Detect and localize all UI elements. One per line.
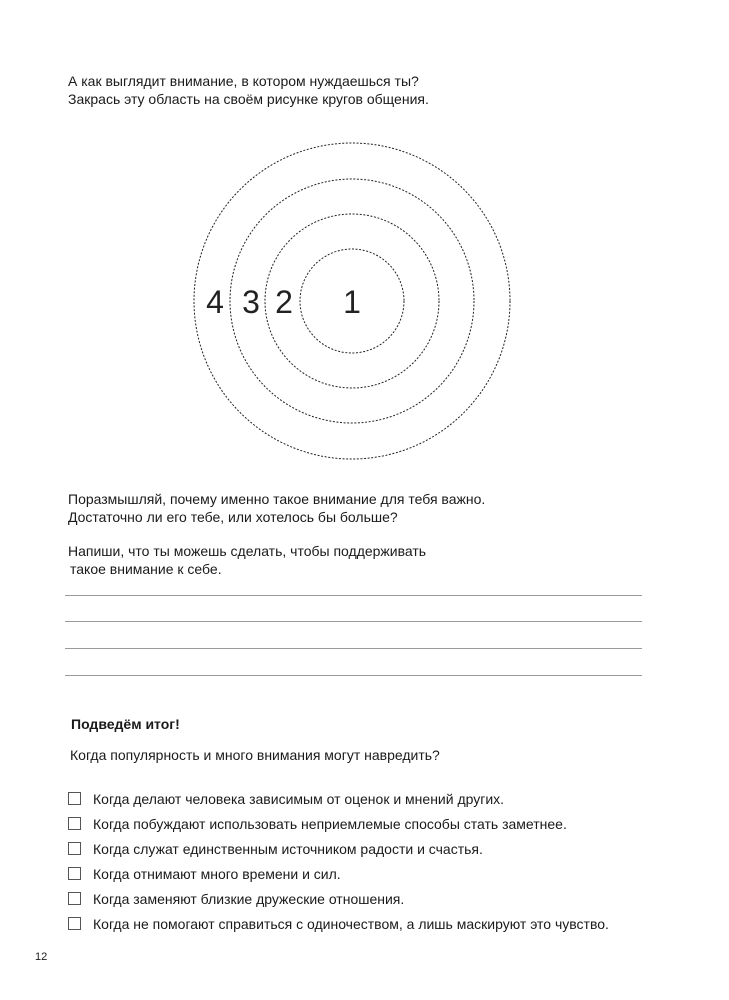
option-checkbox[interactable] <box>68 892 81 905</box>
answer-line[interactable] <box>65 621 642 622</box>
option-item <box>68 836 609 861</box>
option-checkbox[interactable] <box>68 792 81 805</box>
option-checkbox[interactable] <box>68 842 81 855</box>
option-label: Когда делают человека зависимым от оценок и мнений других. <box>93 790 505 807</box>
write-line-1: Напиши, что ты можешь сделать, чтобы поддерживать <box>68 543 427 559</box>
circle-ring-1 <box>300 249 404 353</box>
answer-line[interactable] <box>65 648 642 649</box>
summary-title: Подведём итог! <box>71 716 180 732</box>
option-item <box>68 786 609 811</box>
option-checkbox[interactable] <box>68 867 81 880</box>
option-checkbox[interactable] <box>68 817 81 830</box>
option-checkbox[interactable] <box>68 917 81 930</box>
writing-prompt <box>68 542 426 578</box>
answer-line[interactable] <box>65 675 642 676</box>
option-label: Когда побуждают использовать неприемлемые способы стать заметнее. <box>93 815 567 832</box>
option-item <box>68 911 609 936</box>
circle-label-3: 3 <box>242 284 260 320</box>
option-label: Когда не помогают справиться с одиночеством, а лишь маскируют это чувство. <box>93 915 609 932</box>
option-label: Когда служат единственным источником радости и счастья. <box>93 840 483 857</box>
option-label: Когда отнимают много времени и сил. <box>93 865 341 882</box>
circle-label-1: 1 <box>343 284 361 320</box>
circle-ring-4 <box>194 143 510 459</box>
circle-ring-2 <box>265 214 439 388</box>
option-label: Когда заменяют близкие дружеские отношения. <box>93 890 405 907</box>
option-item <box>68 886 609 911</box>
reflection-text <box>68 490 485 526</box>
circle-label-2: 2 <box>275 284 293 320</box>
reflect-line-1: Поразмышляй, почему именно такое внимание для тебя важно. <box>68 491 486 507</box>
intro-line-1: А как выглядит внимание, в котором нуждаешься ты? <box>68 73 419 89</box>
circle-label-4: 4 <box>206 284 224 320</box>
option-item <box>68 811 609 836</box>
write-line-2: такое внимание к себе. <box>70 561 222 577</box>
options-list <box>68 786 609 936</box>
circle-ring-3 <box>230 179 474 423</box>
reflect-line-2: Достаточно ли его тебе, или хотелось бы больше? <box>68 509 398 525</box>
answer-line[interactable] <box>65 595 642 596</box>
page-number: 12 <box>35 951 48 963</box>
intro-text <box>68 72 429 108</box>
option-item <box>68 861 609 886</box>
intro-line-2: Закрась эту область на своём рисунке кругов общения. <box>68 91 429 107</box>
summary-question: Когда популярность и много внимания могут навредить? <box>70 747 440 763</box>
